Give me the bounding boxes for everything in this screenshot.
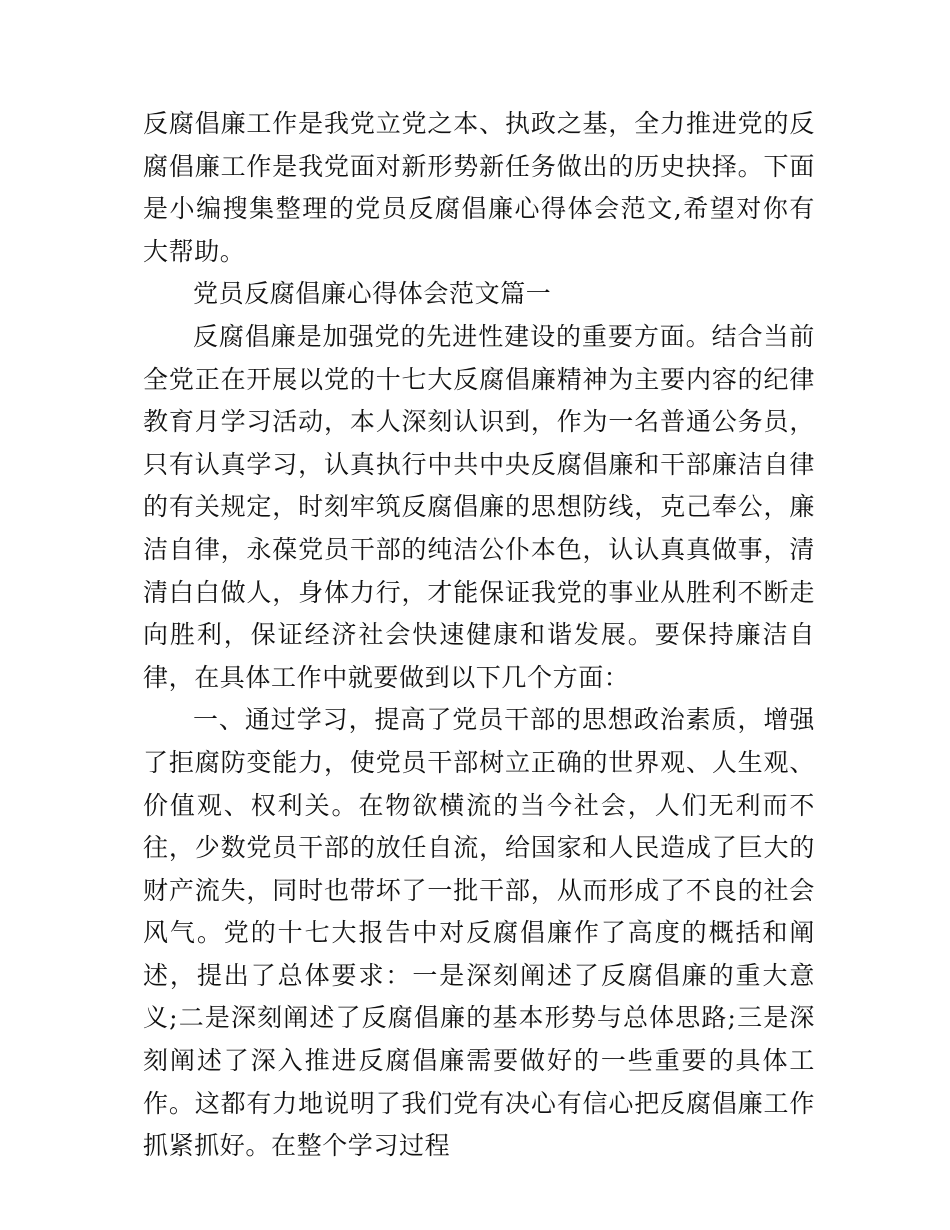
body-paragraph-2: 一、通过学习，提高了党员干部的思想政治素质，增强了拒腐防变能力，使党员干部树立正确的世界观、人生观、价值观、权利关。在物欲横流的当今社会，人们无利而不往，少数党员干部的放任自流，给国家和人民造成了巨大的财产流失，同时也带坏了一批干部，从而形成了不良的社会风气。党的十七大报告中对反腐倡廉作了高度的概括和阐述，提出了总体要求：一是深刻阐述了反腐倡廉的重大意义;二是深刻阐述了反腐倡廉的基本形势与总体思路;三是深刻阐述了深入推进反腐倡廉需要做好的一些重要的具体工作。这都有力地说明了我们党有决心有信心把反腐倡廉工作抓紧抓好。在整个学习过程 — [143, 705, 815, 1161]
section-title: 党员反腐倡廉心得体会范文篇一 — [193, 279, 552, 309]
body-paragraph-1: 反腐倡廉是加强党的先进性建设的重要方面。结合当前全党正在开展以党的十七大反腐倡廉精神为主要内容的纪律教育月学习活动，本人深刻认识到，作为一名普通公务员，只有认真学习，认真执行中共中央反腐倡廉和干部廉洁自律的有关规定，时刻牢筑反腐倡廉的思想防线，克己奉公，廉洁自律，永葆党员干部的纯洁公仆本色，认认真真做事，清清白白做人，身体力行，才能保证我党的事业从胜利不断走向胜利，保证经济社会快速健康和谐发展。要保持廉洁自律，在具体工作中就要做到以下几个方面： — [143, 321, 815, 692]
intro-paragraph: 反腐倡廉工作是我党立党之本、执政之基，全力推进党的反腐倡廉工作是我党面对新形势新任务做出的历史抉择。下面是小编搜集整理的党员反腐倡廉心得体会范文,希望对你有大帮助。 — [143, 109, 815, 266]
document-page — [143, 103, 815, 1168]
